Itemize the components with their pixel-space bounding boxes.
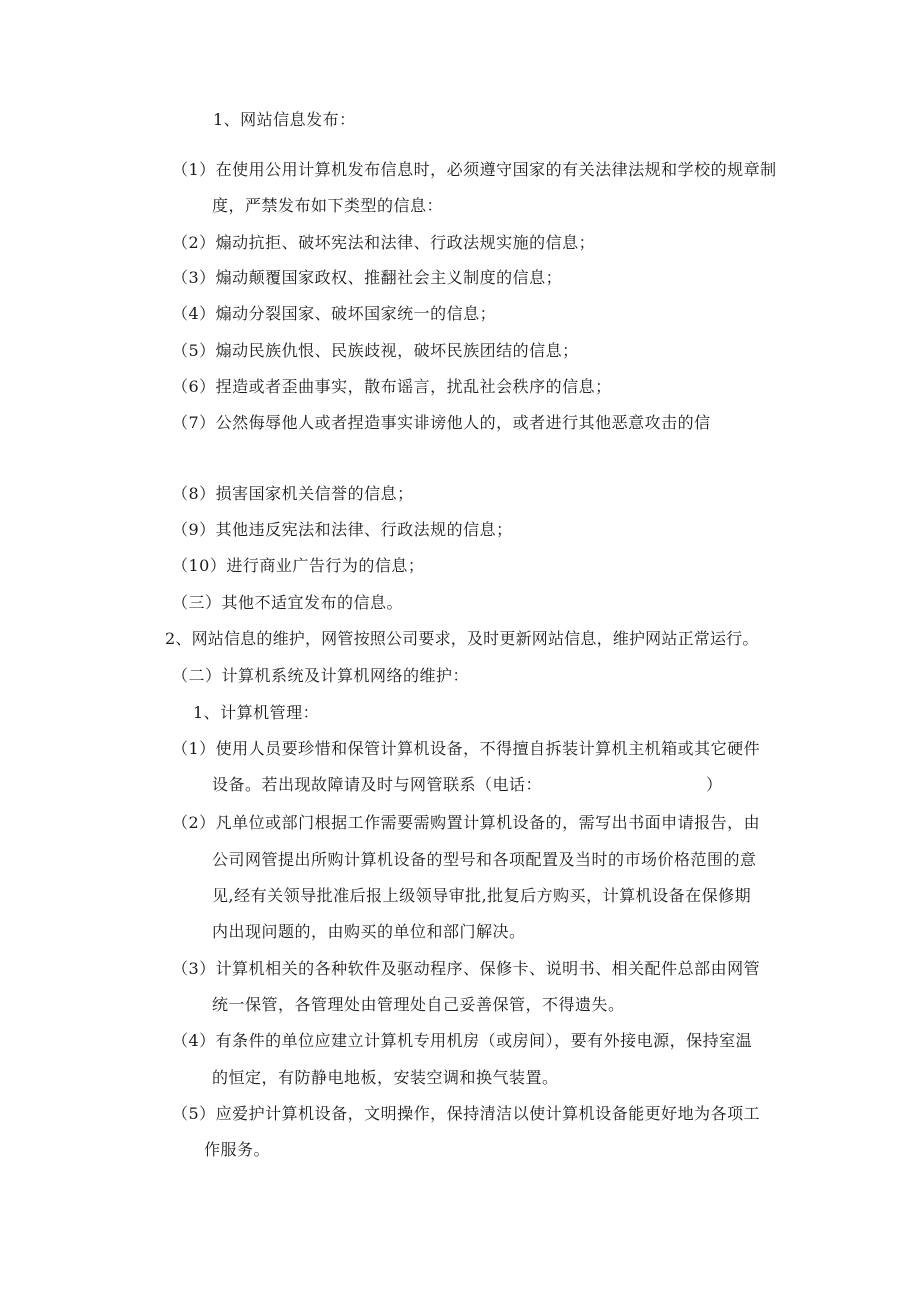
list-item: （4）有条件的单位应建立计算机专用机房（或房间），要有外接电源，保持室温 [172,1031,753,1050]
list-item: （1）使用人员要珍惜和保管计算机设备，不得擅自拆装计算机主机箱或其它硬件 [172,739,761,758]
list-item: （5）应爱护计算机设备，文明操作，保持清洁以使计算机设备能更好地为各项工 [172,1104,761,1123]
phone-close-paren: ） [706,775,723,794]
list-item: （7）公然侮辱他人或者捏造事实诽谤他人的，或者进行其他恶意攻击的信 [172,413,711,432]
list-item: （4）煽动分裂国家、破坏国家统一的信息； [172,304,497,323]
section-heading-computer-system: （二）计算机系统及计算机网络的维护： [172,666,470,685]
list-item-continuation: 度，严禁发布如下类型的信息： [212,196,444,215]
list-item: （2）煽动抗拒、破坏宪法和法律、行政法规实施的信息； [172,233,596,252]
list-item: （5）煽动民族仇恨、民族歧视，破坏民族团结的信息； [172,341,579,360]
list-item-continuation: 公司网管提出所购计算机设备的型号和各项配置及当时的市场价格范围的意 [212,850,757,869]
list-item: （6）捏造或者歪曲事实，散布谣言，扰乱社会秩序的信息； [172,377,612,396]
list-item: （2）凡单位或部门根据工作需要需购置计算机设备的，需写出书面申请报告，由 [172,813,761,832]
paragraph-website-maintenance: 2、网站信息的维护，网管按照公司要求，及时更新网站信息，维护网站正常运行。 [165,629,759,648]
list-item: （三）其他不适宜发布的信息。 [172,593,404,612]
list-item: （8）损害国家机关信誉的信息； [172,484,414,503]
section-heading-website-info: 1、网站信息发布： [213,110,356,129]
list-item: （3）计算机相关的各种软件及驱动程序、保修卡、说明书、相关配件总部由网管 [172,959,761,978]
list-item-continuation: 见,经有关领导批准后报上级领导审批,批复后方购买，计算机设备在保修期 [212,886,752,905]
list-item-continuation: 设备。若出现故障请及时与网管联系（电话： [212,775,543,794]
section-heading-computer-management: 1、计算机管理： [193,703,320,722]
list-item: （10）进行商业广告行为的信息； [172,556,425,575]
list-item-continuation: 统一保管，各管理处由管理处自己妥善保管，不得遗失。 [212,995,625,1014]
list-item-continuation: 的恒定，有防静电地板，安装空调和换气装置。 [212,1068,559,1087]
list-item: （1）在使用公用计算机发布信息时，必须遵守国家的有关法律法规和学校的规章制 [172,160,777,179]
list-item-continuation: 作服务。 [204,1140,271,1159]
list-item-continuation: 内出现问题的，由购买的单位和部门解决。 [212,922,526,941]
list-item: （3）煽动颠覆国家政权、推翻社会主义制度的信息； [172,268,563,287]
list-item: （9）其他违反宪法和法律、行政法规的信息； [172,520,513,539]
